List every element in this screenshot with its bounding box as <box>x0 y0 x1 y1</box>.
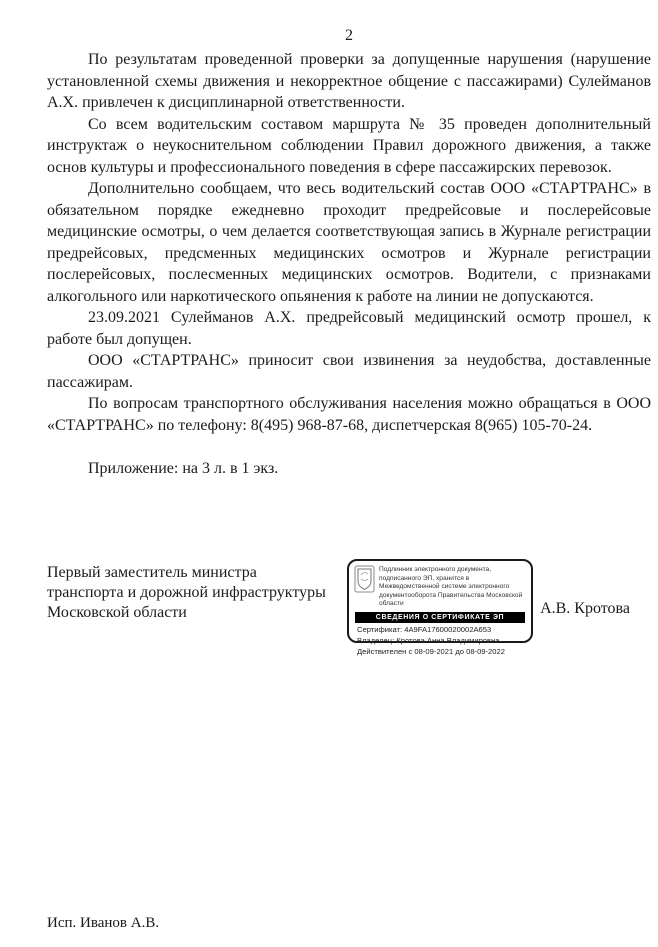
stamp-top-row <box>354 565 526 609</box>
signatory-position-line: транспорта и дорожной инфраструктуры <box>47 584 326 601</box>
signatory-position-line: Первый заместитель министра <box>47 564 257 581</box>
stamp-certificate-header: СВЕДЕНИЯ О СЕРТИФИКАТЕ ЭП <box>355 612 525 623</box>
page-number: 2 <box>345 27 353 44</box>
electronic-signature-stamp <box>347 559 533 656</box>
paragraph-contacts: По вопросам транспортного обслуживания населения можно обращаться в ООО «СТАРТРАНС» по телефону: 8(495) 968-87-68, диспетчерская 8(965) 105-70-24. <box>47 395 651 434</box>
stamp-certificate-number: Сертификат: 4A9FA17600020002A653 <box>357 624 492 634</box>
stamp-owner: Владелец: Кротова Анна Владимировна <box>357 635 500 645</box>
document-body <box>47 49 651 479</box>
signatory-position-line: Московской области <box>47 604 187 621</box>
signatory-name: А.В. Кротова <box>540 600 630 617</box>
moscow-oblast-coat-of-arms-icon <box>354 565 375 593</box>
paragraph-driver-briefing: Со всем водительским составом маршрута № 35 проведен дополнительный инструктаж о неукоснительном соблюдении Правил дорожного движения, а также основ культуры и профессионального поведения в сфере пассажирских перевозок. <box>47 115 651 176</box>
attachment-line: Приложение: на 3 л. в 1 экз. <box>88 459 279 477</box>
paragraph-medical-checks: Дополнительно сообщаем, что весь водительский состав ООО «СТАРТРАНС» в обязательном порядке ежедневно проходит предрейсовые и послерейсовые медицинские осмотры, о чем делается соответствующая запись в Журнале регистрации предрейсовых, предсменных медицинских осмотров и Журнале регистрации послерейсовых, послесменных медицинских осмотров. Водители, с признаками алкогольного или наркотического опьянения к работе на линии не допускаются. <box>47 180 651 305</box>
stamp-description: Подлинник электронного документа, подписанного ЭП, хранится в Межведомственной системе электронного документооборота Правительства Московской области <box>379 566 523 608</box>
stamp-validity: Действителен с 08-09-2021 до 08-09-2022 <box>357 646 505 656</box>
paragraph-apology: ООО «СТАРТРАНС» приносит свои извинения за неудобства, доставленные пассажирам. <box>47 352 651 391</box>
signatory-position <box>47 563 347 623</box>
paragraph-violation-result: По результатам проведенной проверки за допущенные нарушения (нарушение установленной схемы движения и некорректное общение с пассажирами) Сулейманов А.Х. привлечен к дисциплинарной ответственности. <box>47 51 651 111</box>
paragraph-driver-admitted: 23.09.2021 Сулейманов А.Х. предрейсовый медицинский осмотр прошел, к работе был допущен. <box>47 309 651 348</box>
executor-note: Исп. Иванов А.В. <box>47 915 160 931</box>
